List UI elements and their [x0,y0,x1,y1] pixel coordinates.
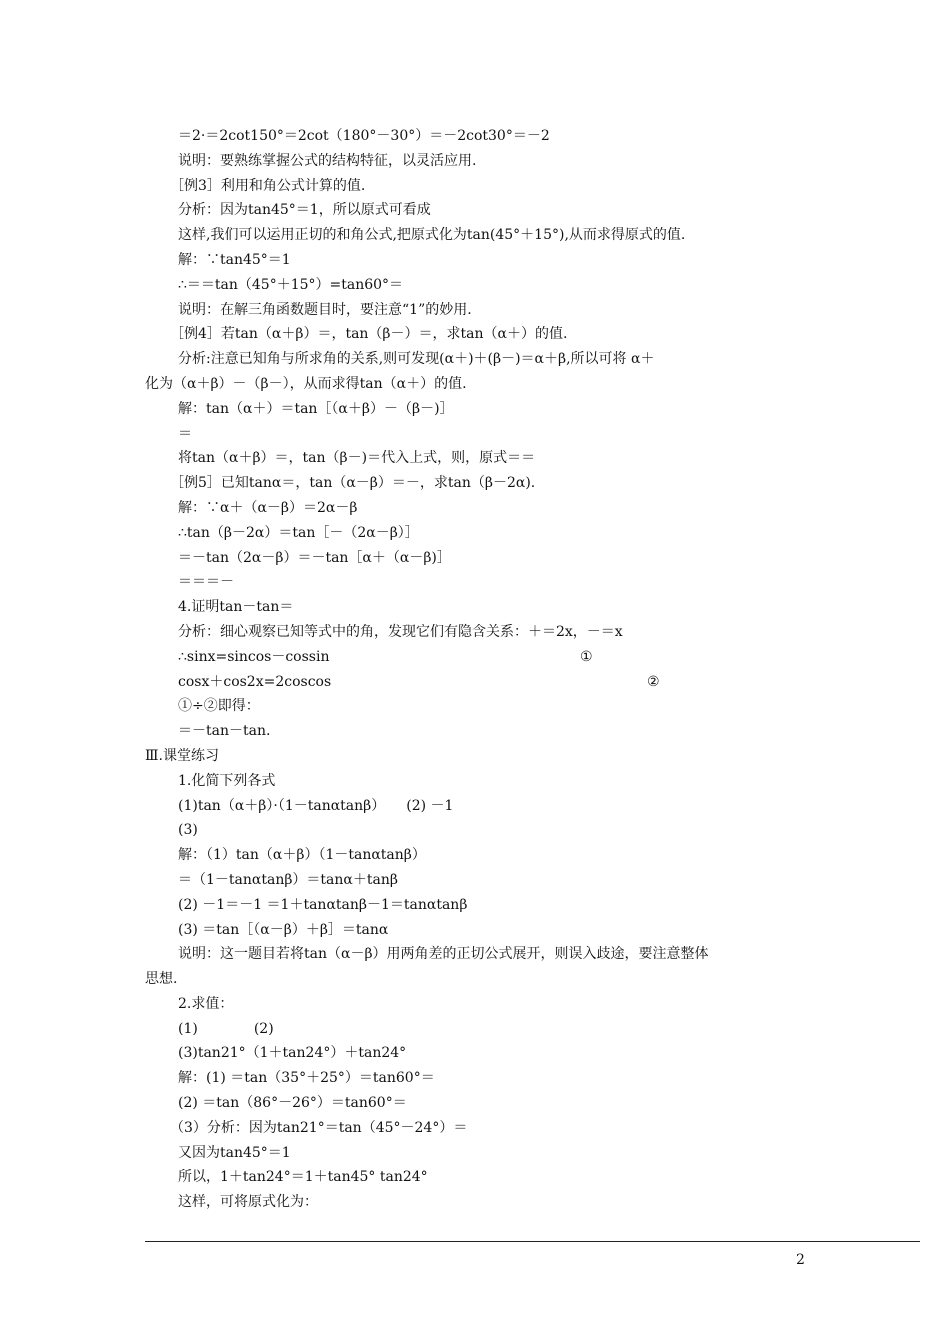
text-line [0,843,950,868]
line-text: 分析:注意已知角与所求角的关系,则可发现(α＋)＋(β－)＝α＋β,所以可将 α＋ [178,351,655,368]
line-text: (3)tan21°（1＋tan24°）＋tan24° [178,1045,407,1062]
text-line [0,1116,950,1141]
text-line [0,446,950,471]
text-line [0,149,950,174]
line-text: ∴＝＝tan（45°＋15°）=tan60°＝ [178,276,404,293]
line-text: ［例5］已知tanα＝，tan（α－β）＝－，求tan（β－2α). [170,475,536,492]
text-line [0,893,950,918]
text-line [0,372,950,397]
text-line [0,620,950,645]
text-line [0,1141,950,1166]
line-text: (2) ＝tan（86°－26°）＝tan60°＝ [178,1095,407,1112]
text-line [0,496,950,521]
line-text: 说明：要熟练掌握公式的结构特征，以灵活应用. [178,152,477,169]
text-line [0,694,950,719]
line-text: ＝（1－tanαtanβ）＝tanα＋tanβ [178,871,398,888]
line-text: ＝2·＝2cot150°＝2cot（180°－30°）＝－2cot30°＝－2 [178,128,550,144]
line-text: 这样,我们可以运用正切的和角公式,把原式化为tan(45°＋15°),从而求得原式的值. [178,227,686,244]
line-text: 思想. [145,971,178,988]
line-text: 分析：因为tan45°＝1，所以原式可看成 [178,202,431,219]
equation-marker: ① [580,648,593,665]
text-line [0,942,950,967]
text-line [0,918,950,943]
text-line [0,471,950,496]
line-text: ＝ [178,425,192,442]
text-line [0,1066,950,1091]
line-text: 解：(1) ＝tan（35°＋25°）＝tan60°＝ [178,1070,435,1087]
line-text: (3) [178,822,198,839]
text-line [0,595,950,620]
line-text: 所以，1＋tan24°＝1＋tan45° tan24° [178,1169,428,1186]
line-text: 化为（α＋β）－（β－），从而求得tan（α＋）的值. [145,375,467,392]
document-body [0,124,950,1215]
text-line [0,546,950,571]
line-text: ［例3］利用和角公式计算的值. [170,177,366,194]
line-text: 2.求值： [178,995,234,1012]
line-text: 解：（1）tan（α＋β）（1－tanαtanβ） [178,847,426,864]
line-text: 说明：这一题目若将tan（α－β）用两角差的正切公式展开，则误入歧途，要注意整体 [178,946,709,963]
line-text: 说明：在解三角函数题目时，要注意“1”的妙用. [178,301,472,318]
line-text: (3) ＝tan［（α－β）＋β］＝tanα [178,921,389,938]
line-text: 解：∵tan45°＝1 [178,251,291,268]
equation-marker: ② [647,673,660,690]
line-text: cosx＋cos2x=2coscos [178,673,332,690]
text-line [0,322,950,347]
line-text: 4.证明tan－tan＝ [178,599,294,616]
text-line [0,273,950,298]
text-line [0,570,950,595]
text-line [0,868,950,893]
text-line [0,670,950,695]
line-text: (1) (2) [178,1020,274,1037]
line-text: 解：∵α＋（α－β）＝2α－β [178,499,358,516]
text-line [0,992,950,1017]
text-line [0,198,950,223]
line-text: (2) －1＝－1 ＝1＋tanαtanβ－1＝tanαtanβ [178,896,468,913]
text-line [0,422,950,447]
line-text: ＝＝＝－ [178,574,234,591]
line-text: 这样，可将原式化为： [178,1194,318,1211]
line-text: 将tan（α＋β）＝，tan（β－)＝代入上式，则，原式＝＝ [178,450,536,467]
line-text: (1)tan（α＋β）·（1－tanαtanβ） (2) －1 [178,797,454,814]
line-text: 又因为tan45°＝1 [178,1144,291,1161]
text-line [0,967,950,992]
text-line [0,223,950,248]
line-text: （3）分析：因为tan21°＝tan（45°－24°）＝ [170,1119,468,1136]
text-line [0,174,950,199]
line-text: ［例4］若tan（α＋β）＝，tan（β－）＝，求tan（α＋）的值. [170,326,568,343]
line-text: 分析：细心观察已知等式中的角，发现它们有隐含关系：＋＝2x，－＝x [178,623,623,640]
text-line [0,719,950,744]
text-line [0,744,950,769]
text-line [0,1091,950,1116]
line-text: ＝－tan（2α－β）＝－tan［α＋（α－β)］ [178,549,451,566]
text-line [0,818,950,843]
text-line [0,248,950,273]
text-line [0,1190,950,1215]
line-text: 解：tan（α＋）＝tan［（α＋β）－（β－)］ [178,400,454,417]
text-line [0,1041,950,1066]
footer-rule [145,1241,920,1242]
page-number: 2 [796,1252,805,1268]
text-line [0,645,950,670]
text-line [0,1017,950,1042]
line-text: ∴sinx=sincos－cossin [178,648,330,665]
line-text: ①÷②即得： [178,698,260,715]
text-line [0,397,950,422]
line-text: ＝－tan－tan. [178,723,271,740]
text-line [0,769,950,794]
line-text: Ⅲ.课堂练习 [145,747,219,764]
line-text: ∴tan（β－2α）＝tan［－（2α－β）］ [178,524,419,541]
text-line [0,347,950,372]
text-line [0,794,950,819]
line-text: 1.化简下列各式 [178,772,276,789]
text-line [0,521,950,546]
text-line [0,124,950,149]
text-line [0,298,950,323]
text-line [0,1165,950,1190]
